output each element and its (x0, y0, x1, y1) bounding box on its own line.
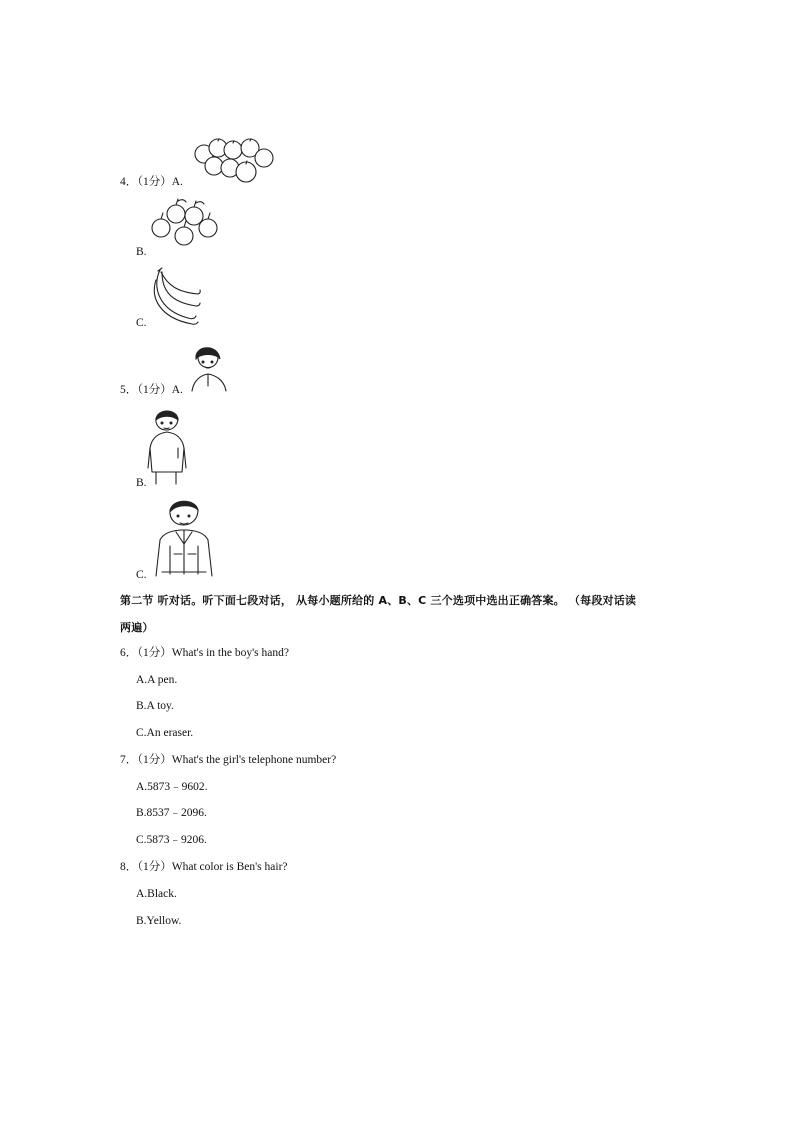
question-text: What color is Ben's hair? (171, 861, 288, 873)
question-text: What's in the boy's hand? (171, 647, 289, 659)
girl-icon (190, 343, 230, 393)
option-b-label: B. (136, 246, 147, 258)
option-b-label: B. (136, 477, 147, 489)
option-a: A.Black. (136, 888, 177, 900)
question-score: （1分） (137, 647, 172, 659)
question-text: What's the girl's telephone number? (171, 754, 337, 766)
bananas-icon (148, 266, 208, 328)
man-icon (152, 498, 216, 580)
boy-icon (146, 408, 192, 488)
section-heading: 第二节 听对话。听下面七段对话， 从每小题所给的 A、B、C 三个选项中选出正确答案。 （每段对话读 (120, 594, 637, 607)
option-b: B.8537﹣2096. (136, 807, 207, 819)
option-a: A.5873﹣9602. (136, 781, 208, 793)
question-5-label (120, 383, 183, 397)
section-heading-continued: 两遍） (120, 621, 154, 634)
apples-icon (146, 196, 226, 251)
question-score: （1分） (137, 861, 172, 873)
option-a: A.A pen. (136, 674, 178, 686)
option-b: B.Yellow. (136, 915, 182, 927)
option-letter: A. (171, 176, 183, 188)
question-8 (120, 860, 288, 874)
oranges-icon (190, 138, 280, 188)
question-number: 7． (120, 754, 138, 766)
option-b: B.A toy. (136, 700, 174, 712)
question-score: （1分） (137, 754, 172, 766)
option-c-label: C. (136, 317, 147, 329)
question-number: 6． (120, 647, 138, 659)
option-letter: A. (171, 384, 183, 396)
option-c: C.5873﹣9206. (136, 834, 207, 846)
option-c-label: C. (136, 569, 147, 581)
question-score: （1分） (137, 176, 172, 188)
question-number: 8． (120, 861, 138, 873)
question-6 (120, 646, 289, 660)
question-4-label (120, 175, 183, 189)
question-7 (120, 753, 336, 767)
question-number: 5． (120, 384, 138, 396)
question-score: （1分） (137, 384, 172, 396)
option-c: C.An eraser. (136, 727, 194, 739)
question-number: 4． (120, 176, 138, 188)
